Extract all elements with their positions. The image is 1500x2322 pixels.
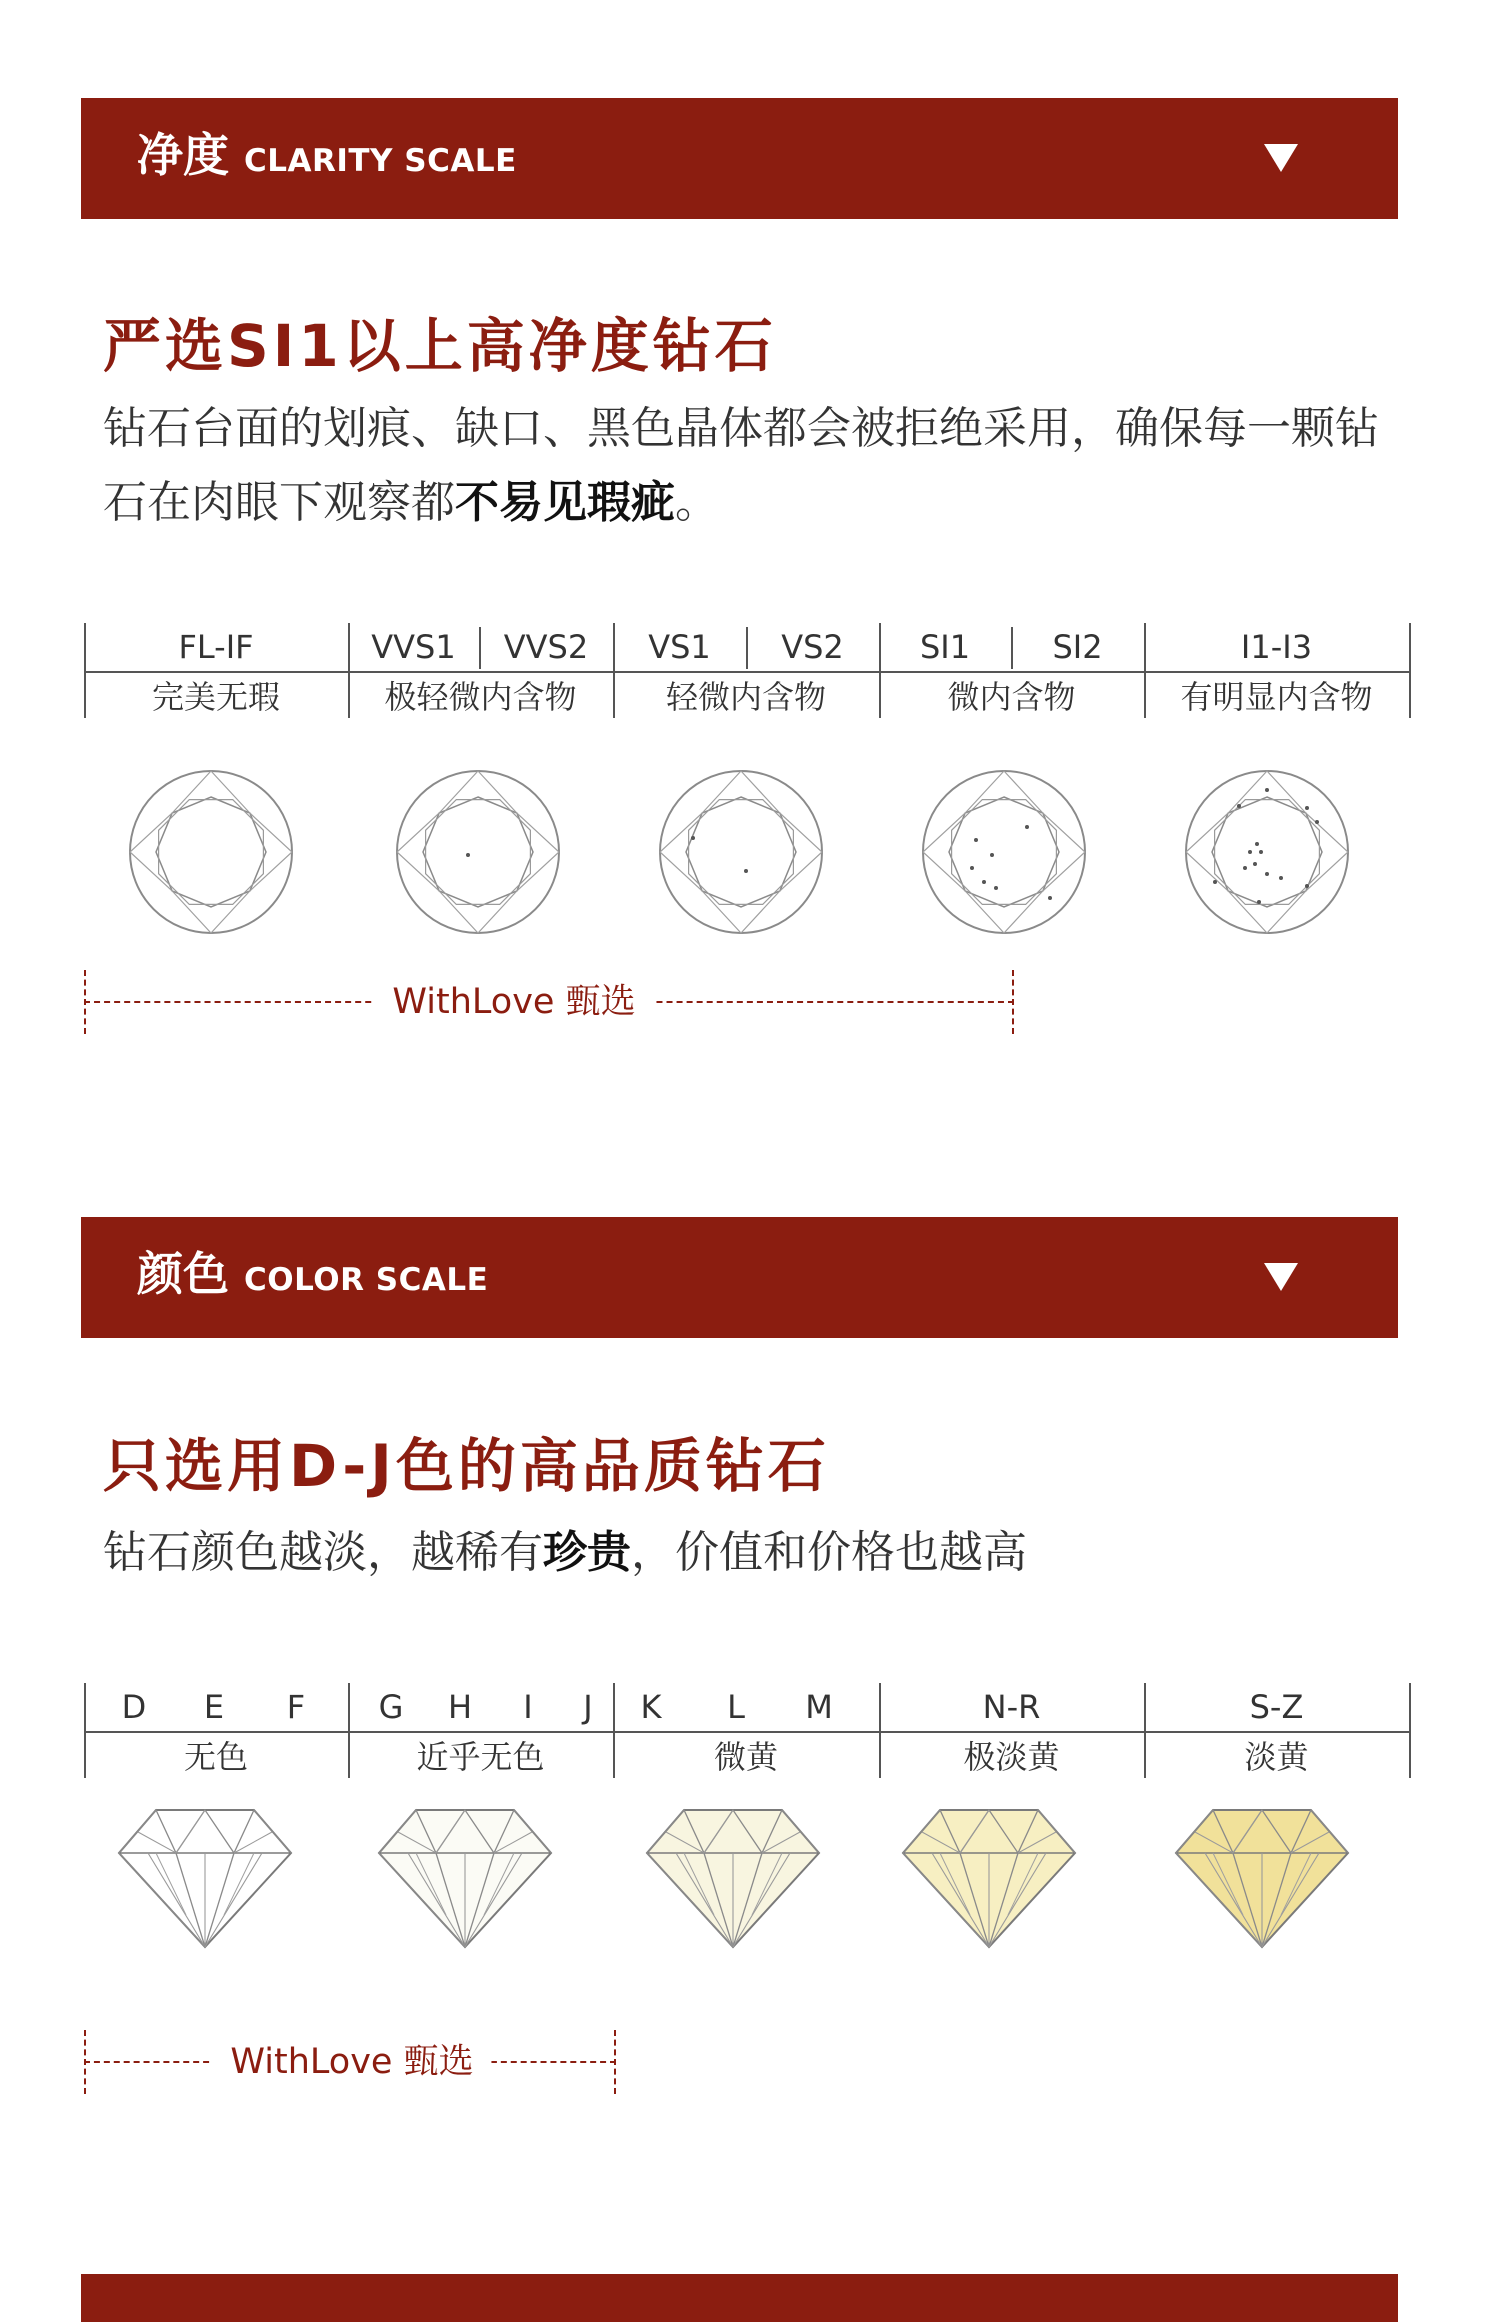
round-diamond-svg	[919, 767, 1089, 937]
desc-text: 钻石台面的划痕、缺口、黑色晶体都会被拒绝采用，确保每一颗钻石在肉眼下观察都	[103, 403, 1379, 528]
grade-description: 有明显内含物	[1180, 678, 1373, 716]
grade-description: 轻微内含物	[665, 678, 826, 716]
selection-bracket	[84, 2030, 616, 2094]
round-diamond-icon	[1182, 767, 1352, 941]
color-grade: F	[286, 1688, 306, 1726]
grade-description: 完美无瑕	[151, 678, 280, 716]
clarity-description	[103, 392, 1403, 540]
scale-separator	[1409, 623, 1411, 718]
grade-description: 微内含物	[947, 678, 1076, 716]
color-banner[interactable]	[81, 1217, 1398, 1338]
color-headline: 只选用D-J色的高品质钻石	[103, 1432, 830, 1500]
scale-divider	[84, 671, 1411, 673]
color-grade: H	[447, 1688, 473, 1726]
color-grade: K	[640, 1688, 662, 1726]
triangle-down-icon[interactable]	[1264, 1263, 1298, 1295]
desc-end: 。	[675, 477, 719, 528]
round-diamond-icon	[126, 767, 296, 941]
color-grade: M	[805, 1688, 833, 1726]
bracket-end	[1012, 970, 1014, 1034]
color-grade: L	[727, 1688, 745, 1726]
color-grade: N-R	[982, 1688, 1041, 1726]
color-grade: J	[583, 1688, 593, 1726]
scale-divider	[84, 1731, 1411, 1733]
grade-label: FL-IF	[178, 628, 254, 666]
grade-label: VVS1	[371, 628, 456, 666]
side-diamond-icon	[644, 1805, 822, 1954]
side-diamond-svg	[644, 1805, 822, 1950]
color-grade: I	[523, 1688, 533, 1726]
desc-emphasis: 珍贵	[543, 1527, 631, 1578]
banner-title: 颜色	[137, 1247, 229, 1301]
desc-prefix: 钻石颜色越淡，越稀有	[103, 1527, 543, 1578]
grade-label: I1-I3	[1240, 628, 1313, 666]
triangle-down-icon[interactable]	[1264, 144, 1298, 176]
side-diamond-icon	[376, 1805, 554, 1954]
desc-emphasis: 不易见瑕疵	[455, 477, 675, 528]
banner-title: 净度	[137, 128, 229, 182]
side-diamond-svg	[376, 1805, 554, 1950]
bracket-end	[614, 2030, 616, 2094]
grade-label: SI2	[1052, 628, 1103, 666]
color-grade: D	[121, 1688, 147, 1726]
round-diamond-svg	[126, 767, 296, 937]
clarity-scale	[84, 623, 1411, 718]
color-grade: G	[378, 1688, 404, 1726]
grade-label: VVS2	[503, 628, 589, 666]
grade-description: 极轻微内含物	[384, 678, 577, 716]
desc-suffix: ，价值和价格也越高	[631, 1527, 1027, 1578]
side-diamond-svg	[116, 1805, 294, 1950]
color-grade: E	[203, 1688, 225, 1726]
round-diamond-svg	[393, 767, 563, 937]
grade-label: VS2	[781, 628, 844, 666]
next-section-banner[interactable]	[81, 2274, 1398, 2322]
color-description	[103, 1516, 1403, 1590]
round-diamond-icon	[919, 767, 1089, 941]
side-diamond-svg	[1173, 1805, 1351, 1950]
grade-label: VS1	[648, 628, 711, 666]
side-diamond-icon	[1173, 1805, 1351, 1954]
side-diamond-icon	[900, 1805, 1078, 1954]
round-diamond-icon	[393, 767, 563, 941]
round-diamond-icon	[656, 767, 826, 941]
selection-bracket	[84, 970, 1014, 1034]
color-grade: S-Z	[1249, 1688, 1304, 1726]
color-scale	[84, 1683, 1411, 1778]
round-diamond-svg	[1182, 767, 1352, 937]
selection-label: WithLove 甄选	[374, 978, 653, 1026]
scale-separator	[1409, 1683, 1411, 1778]
color-description-label: 淡黄	[1244, 1738, 1309, 1776]
selection-label: WithLove 甄选	[212, 2038, 491, 2086]
banner-subtitle: CLARITY SCALE	[244, 143, 517, 179]
clarity-headline: 严选SI1以上高净度钻石	[103, 312, 777, 380]
color-description-label: 微黄	[713, 1738, 778, 1776]
grade-label: SI1	[919, 628, 971, 666]
color-description-label: 近乎无色	[416, 1738, 545, 1776]
color-description-label: 极淡黄	[963, 1738, 1060, 1776]
side-diamond-icon	[116, 1805, 294, 1954]
side-diamond-svg	[900, 1805, 1078, 1950]
banner-subtitle: COLOR SCALE	[244, 1262, 489, 1298]
color-description-label: 无色	[183, 1738, 248, 1776]
round-diamond-svg	[656, 767, 826, 937]
clarity-banner[interactable]	[81, 98, 1398, 219]
